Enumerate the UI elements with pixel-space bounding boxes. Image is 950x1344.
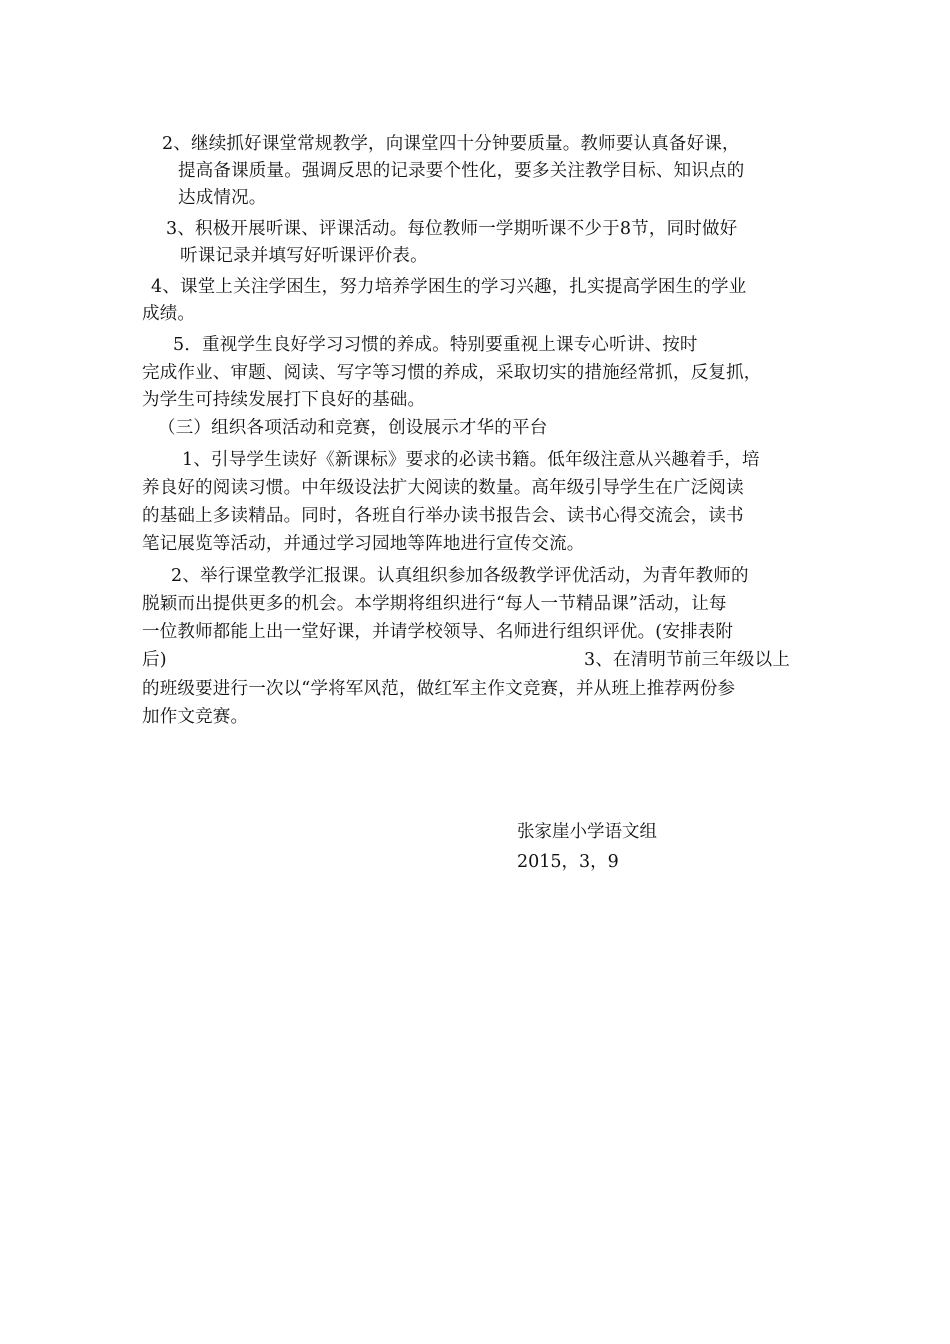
paragraph-line: 后) bbox=[142, 650, 167, 670]
paragraph-line: 为学生可持续发展打下良好的基础。 bbox=[142, 390, 426, 410]
paragraph-line: 脱颖而出提供更多的机会。本学期将组织进行“每人一节精品课”活动，让每 bbox=[142, 594, 727, 614]
paragraph-line: 的基础上多读精品。同时，各班自行举办读书报告会、读书心得交流会，读书 bbox=[142, 506, 744, 526]
paragraph-line: 2、继续抓好课堂常规教学，向课堂四十分钟要质量。教师要认真备好课， bbox=[162, 134, 740, 154]
paragraph-line: 3、在清明节前三年级以上 bbox=[584, 650, 791, 670]
paragraph-line: 的班级要进行一次以“学将军风范，做红军主作文竞赛，并从班上推荐两份参 bbox=[142, 679, 736, 699]
paragraph-line: 加作文竞赛。 bbox=[142, 707, 249, 727]
paragraph-line: 达成情况。 bbox=[178, 188, 267, 208]
paragraph-line: 4、课堂上关注学困生，努力培养学困生的学习兴趣，扎实提高学困生的学业 bbox=[151, 277, 747, 297]
paragraph-line: 养良好的阅读习惯。中年级设法扩大阅读的数量。高年级引导学生在广泛阅读 bbox=[142, 478, 744, 498]
paragraph-line: 2、举行课堂教学汇报课。认真组织参加各级教学评优活动，为青年教师的 bbox=[171, 566, 749, 586]
section-heading: （三）组织各项活动和竞赛，创设展示才华的平台 bbox=[158, 418, 548, 438]
paragraph-line: 听课记录并填写好听课评价表。 bbox=[180, 246, 428, 266]
paragraph-line: 1、引导学生读好《新课标》要求的必读书籍。低年级注意从兴趣着手，培 bbox=[182, 450, 760, 470]
signature-date: 2015，3，9 bbox=[517, 852, 619, 872]
paragraph-line: 提高备课质量。强调反思的记录要个性化，要多关注教学目标、知识点的 bbox=[178, 161, 745, 181]
paragraph-line: 一位教师都能上出一堂好课，并请学校领导、名师进行组织评优。(安排表附 bbox=[142, 622, 734, 642]
paragraph-line: 完成作业、审题、阅读、写字等习惯的养成，采取切实的措施经常抓，反复抓， bbox=[142, 363, 762, 383]
paragraph-line: 3、积极开展听课、评课活动。每位教师一学期听课不少于8节，同时做好 bbox=[166, 219, 738, 239]
paragraph-line: 成绩。 bbox=[142, 304, 196, 324]
paragraph-line: 笔记展览等活动，并通过学习园地等阵地进行宣传交流。 bbox=[142, 534, 585, 554]
signature-organization: 张家崖小学语文组 bbox=[517, 822, 657, 842]
paragraph-line: 5．重视学生良好学习习惯的养成。特别要重视上课专心听讲、按时 bbox=[173, 335, 698, 355]
